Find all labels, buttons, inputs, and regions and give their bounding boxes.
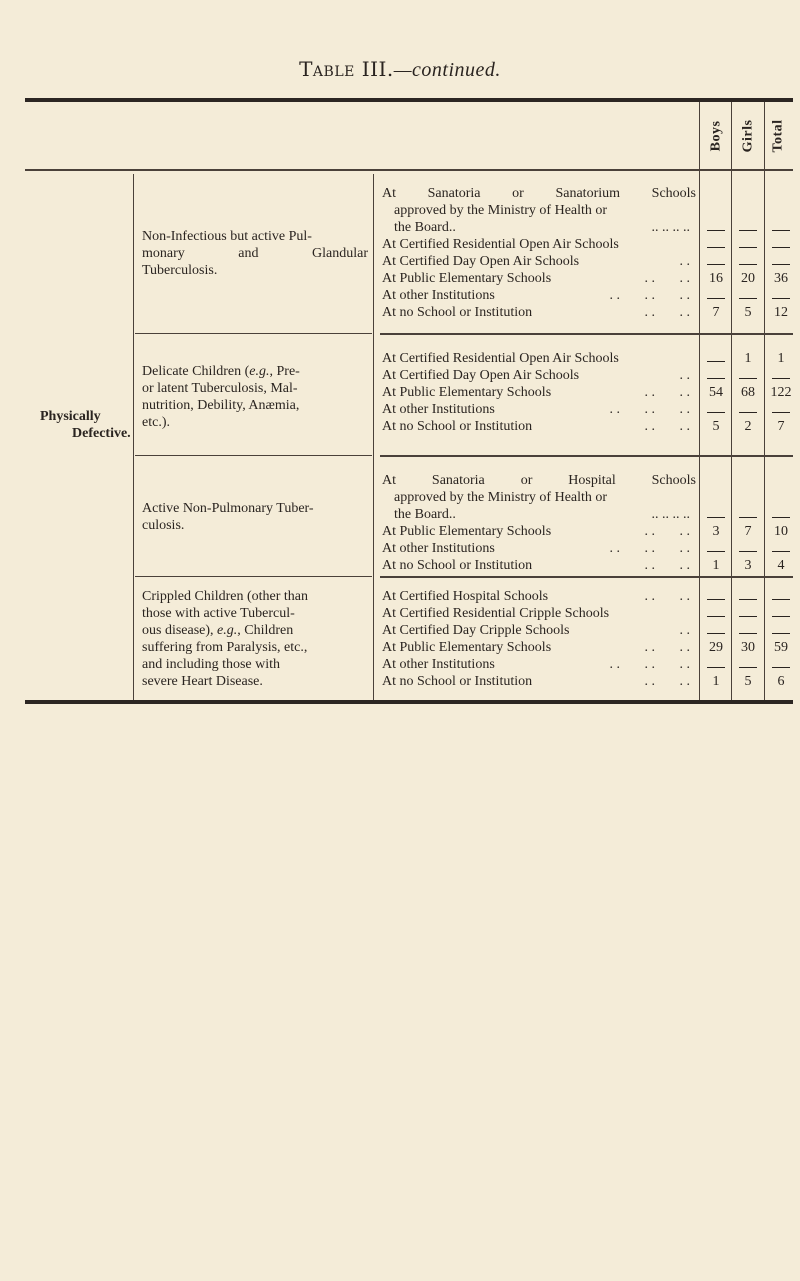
row-label: the Board.. <box>394 507 456 522</box>
empty-cell-dash <box>707 412 725 413</box>
cell-boys: 16 <box>709 271 723 286</box>
subcategory-list-1 <box>382 185 696 321</box>
row-label: At Public Elementary Schools <box>382 640 552 655</box>
leader-dots: . . . . . . <box>609 402 690 417</box>
leader-dots: . . <box>679 623 690 638</box>
cell-total: 1 <box>777 351 785 366</box>
table-row <box>382 588 696 605</box>
category-line: those with active Tubercul- <box>142 606 295 621</box>
category-text: Delicate Children ( <box>142 364 250 379</box>
empty-cell-dash <box>707 616 725 617</box>
category-line: etc.). <box>142 415 170 430</box>
row-label: At Public Elementary Schools <box>382 524 552 539</box>
table-row <box>382 540 696 557</box>
table-row <box>382 472 696 489</box>
cell-total: 59 <box>774 640 788 655</box>
category-line: Crippled Children (other than <box>142 589 309 604</box>
subcategory-list-2 <box>382 350 696 435</box>
empty-cell-dash <box>739 633 757 634</box>
row-label-word: Sanatoria <box>427 186 481 201</box>
section-divider <box>135 333 372 334</box>
row-label: At Certified Hospital Schools <box>382 589 549 604</box>
empty-cell-dash <box>739 247 757 248</box>
header-rule <box>25 169 793 171</box>
cell-girls: 5 <box>744 674 752 689</box>
empty-cell-dash <box>707 633 725 634</box>
row-label: At Certified Day Cripple Schools <box>382 623 570 638</box>
empty-cell-dash <box>772 551 790 552</box>
table-row <box>382 557 696 574</box>
empty-cell-dash <box>772 247 790 248</box>
empty-cell-dash <box>739 616 757 617</box>
empty-cell-dash <box>739 230 757 231</box>
row-label: At other Institutions <box>382 657 495 672</box>
group-label-line2: Defective. <box>72 426 131 441</box>
category-line: and including those with <box>142 657 281 672</box>
row-label: the Board.. <box>394 220 456 235</box>
empty-cell-dash <box>739 551 757 552</box>
row-label: At no School or Institution <box>382 419 533 434</box>
title-main: Table III. <box>299 57 394 81</box>
category-line: or latent Tuberculosis, Mal- <box>142 381 298 396</box>
category-line: monary and Glandular <box>142 246 368 261</box>
row-label-word: Hospital <box>568 473 616 488</box>
row-label: At no School or Institution <box>382 558 533 573</box>
header-girls <box>732 104 764 168</box>
row-label: approved by the Ministry of Health or <box>394 203 608 218</box>
empty-cell-dash <box>739 599 757 600</box>
leader-dots: . . . . . . <box>609 288 690 303</box>
header-boys-label: Boys <box>707 120 723 152</box>
cell-total: 36 <box>774 271 788 286</box>
leader-dots: . . . . <box>644 558 690 573</box>
empty-cell-dash <box>707 230 725 231</box>
row-label: At other Institutions <box>382 541 495 556</box>
table-row <box>382 656 696 673</box>
table-row <box>382 506 696 523</box>
category-active-non-pulmonary-tb <box>142 500 368 534</box>
table-row <box>382 418 696 435</box>
leader-dots: . . . . <box>644 271 690 286</box>
row-label: At Certified Day Open Air Schools <box>382 368 580 383</box>
header-total <box>765 104 793 168</box>
category-text: , Pre- <box>269 364 300 379</box>
group-label-line1: Physically <box>40 409 101 424</box>
table-row <box>382 639 696 656</box>
cell-total: 7 <box>777 419 785 434</box>
category-non-infectious-tb <box>142 228 368 279</box>
category-text: , Children <box>237 623 294 638</box>
category-line: culosis. <box>142 518 185 533</box>
cell-total: 12 <box>774 305 788 320</box>
category-delicate-children <box>142 363 368 431</box>
col-divider-category <box>133 174 134 700</box>
leader-dots: . . . . <box>644 305 690 320</box>
leader-dots: .. .. .. .. <box>651 220 690 235</box>
cell-total: 6 <box>777 674 785 689</box>
header-boys <box>700 104 732 168</box>
empty-cell-dash <box>772 230 790 231</box>
row-label-word: Sanatorium <box>555 186 621 201</box>
row-label: At Public Elementary Schools <box>382 271 552 286</box>
category-line: severe Heart Disease. <box>142 674 263 689</box>
cell-girls: 68 <box>741 385 755 400</box>
section-divider <box>135 576 372 577</box>
row-label: At Certified Residential Open Air Schools <box>382 351 619 366</box>
col-divider-boys <box>699 102 700 700</box>
table-row <box>382 401 696 418</box>
empty-cell-dash <box>707 517 725 518</box>
col-divider-total <box>764 102 765 700</box>
empty-cell-dash <box>772 264 790 265</box>
header-total-label: Total <box>771 119 787 153</box>
row-label-word: Schools <box>651 473 696 488</box>
row-label-word: Sanatoria <box>431 473 485 488</box>
empty-cell-dash <box>772 616 790 617</box>
header-girls-label: Girls <box>740 119 755 153</box>
category-line: suffering from Paralysis, etc., <box>142 640 308 655</box>
cell-boys: 1 <box>712 674 720 689</box>
empty-cell-dash <box>772 599 790 600</box>
cell-boys: 54 <box>709 385 723 400</box>
empty-cell-dash <box>707 264 725 265</box>
cell-girls: 30 <box>741 640 755 655</box>
row-label: At other Institutions <box>382 402 495 417</box>
cell-boys: 7 <box>712 305 720 320</box>
cell-boys: 29 <box>709 640 723 655</box>
leader-dots: . . . . <box>644 419 690 434</box>
leader-dots: . . . . . . <box>609 541 690 556</box>
empty-cell-dash <box>707 298 725 299</box>
empty-cell-dash <box>772 517 790 518</box>
leader-dots: . . . . <box>644 589 690 604</box>
table-row <box>382 523 696 540</box>
category-text: ous disease), <box>142 623 218 638</box>
table-row <box>382 253 696 270</box>
section-divider <box>380 576 793 578</box>
row-label-word: Schools <box>651 186 696 201</box>
empty-cell-dash <box>707 667 725 668</box>
cell-girls: 1 <box>744 351 752 366</box>
table-row <box>382 185 696 202</box>
row-label: approved by the Ministry of Health or <box>394 490 608 505</box>
cell-girls: 2 <box>744 419 752 434</box>
table-row <box>382 622 696 639</box>
row-label: At Certified Day Open Air Schools <box>382 254 580 269</box>
empty-cell-dash <box>739 298 757 299</box>
cell-boys: 1 <box>712 558 720 573</box>
row-label-word: At <box>382 186 396 201</box>
empty-cell-dash <box>707 247 725 248</box>
leader-dots: . . . . <box>644 674 690 689</box>
subcategory-list-3 <box>382 472 696 574</box>
category-line <box>142 622 368 639</box>
row-label: At Certified Residential Open Air Schools <box>382 237 619 252</box>
empty-cell-dash <box>707 361 725 362</box>
cell-boys: 5 <box>712 419 720 434</box>
empty-cell-dash <box>739 378 757 379</box>
row-label-word: or <box>520 473 533 488</box>
table-row <box>382 270 696 287</box>
row-label-word: or <box>512 186 524 201</box>
leader-dots: . . . . <box>644 640 690 655</box>
leader-dots: . . <box>679 254 690 269</box>
category-line: Non-Infectious but active Pul- <box>142 229 312 244</box>
category-text-italic: e.g. <box>217 623 238 638</box>
col-divider-girls <box>731 102 732 700</box>
row-label-word: At <box>382 473 396 488</box>
leader-dots: . . <box>679 368 690 383</box>
empty-cell-dash <box>772 378 790 379</box>
empty-cell-dash <box>772 667 790 668</box>
table-row <box>382 287 696 304</box>
empty-cell-dash <box>707 551 725 552</box>
row-label: At no School or Institution <box>382 305 533 320</box>
cell-girls: 5 <box>744 305 752 320</box>
section-divider <box>380 333 793 335</box>
top-rule <box>25 98 793 102</box>
cell-total: 4 <box>777 558 785 573</box>
page-title <box>0 57 800 82</box>
category-text-italic: e.g. <box>249 364 270 379</box>
empty-cell-dash <box>739 517 757 518</box>
cell-boys: 3 <box>712 524 720 539</box>
cell-girls: 7 <box>744 524 752 539</box>
table-row <box>382 384 696 401</box>
leader-dots: .. .. .. .. <box>651 507 690 522</box>
table-row <box>382 304 696 321</box>
subcategory-list-4 <box>382 588 696 690</box>
cell-total: 10 <box>774 524 788 539</box>
col-divider-subcategory <box>373 174 374 700</box>
empty-cell-dash <box>707 599 725 600</box>
leader-dots: . . . . . . <box>609 657 690 672</box>
cell-girls: 3 <box>744 558 752 573</box>
table-row <box>382 219 696 236</box>
empty-cell-dash <box>739 412 757 413</box>
title-suffix: continued. <box>412 59 501 81</box>
bottom-rule <box>25 700 793 704</box>
table-row <box>382 673 696 690</box>
leader-dots: . . . . <box>644 524 690 539</box>
cell-girls: 20 <box>741 271 755 286</box>
row-label: At other Institutions <box>382 288 495 303</box>
row-label: At no School or Institution <box>382 674 533 689</box>
table-row <box>382 202 696 219</box>
table-row <box>382 489 696 506</box>
section-divider <box>135 455 372 456</box>
cell-total: 122 <box>770 385 792 400</box>
empty-cell-dash <box>772 633 790 634</box>
empty-cell-dash <box>739 264 757 265</box>
empty-cell-dash <box>707 378 725 379</box>
table-row <box>382 350 696 367</box>
section-divider <box>380 455 793 457</box>
row-label: At Public Elementary Schools <box>382 385 552 400</box>
category-line <box>142 363 368 380</box>
category-line: nutrition, Debility, Anæmia, <box>142 398 300 413</box>
category-line: Active Non-Pulmonary Tuber- <box>142 501 314 516</box>
table-row <box>382 236 696 253</box>
category-crippled-children <box>142 588 368 690</box>
title-sep: — <box>393 59 413 81</box>
empty-cell-dash <box>772 412 790 413</box>
empty-cell-dash <box>772 298 790 299</box>
row-label: At Certified Residential Cripple Schools <box>382 606 610 621</box>
leader-dots: . . . . <box>644 385 690 400</box>
category-line: Tuberculosis. <box>142 263 218 278</box>
table-row <box>382 367 696 384</box>
empty-cell-dash <box>739 667 757 668</box>
table-row <box>382 605 696 622</box>
group-label <box>40 408 131 442</box>
